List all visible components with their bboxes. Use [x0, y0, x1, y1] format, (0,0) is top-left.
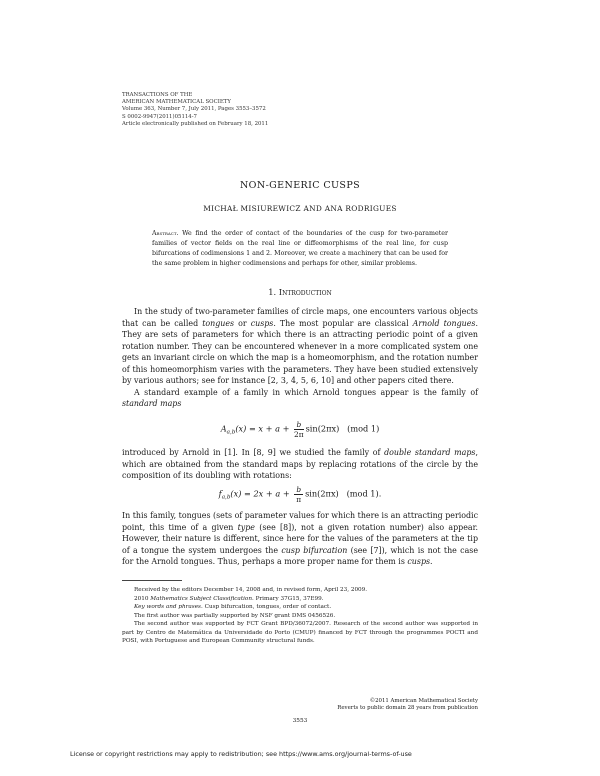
copyright-line2: Reverts to public domain 28 years from publication [337, 705, 478, 712]
footnote-second-author: The second author was supported by FCT Grant BPD/36072/2007. Research of the second author was supported in part by Centro de Matemática da Universidade do Porto (CMUP) financed by FCT through the programmes POCTI and POSI, with Portuguese and European Community structural funds. [122, 621, 478, 644]
journal-name-line1: TRANSACTIONS OF THE [122, 92, 193, 98]
abstract [152, 229, 448, 269]
para3-text-2: , which are obtained from the standard maps by replacing rotations of the circle by the composition of its doubling with rotations: [122, 448, 478, 480]
equation-1 [0, 420, 600, 439]
eq1-den: 2π [294, 430, 304, 439]
journal-name-line2: AMERICAN MATHEMATICAL SOCIETY [122, 99, 231, 106]
para1-text-4: . They are sets of parameters for which there is an attracting periodic point of a given rotation number. They can be encountered whenever in a more complicated system one gets an invariant circle on which the map is a homeomorphism, and the rotation number of this homeomorphism varies with the parameters. They have been studied extensively by various authors; see for instance [2, 3, 4, 5, 6, 10] and other papers cited there. [122, 318, 478, 385]
eq1-rhs: sin(2πx) [305, 423, 340, 434]
para1-text-2: or [234, 318, 251, 328]
eq2-fraction [294, 485, 303, 504]
section-number: 1. [268, 287, 279, 297]
body-text-mid [122, 447, 478, 482]
paragraph-2 [122, 387, 478, 410]
paragraph-3 [122, 447, 478, 482]
copyright-line1: ©2011 American Mathematical Society [369, 698, 478, 704]
footnotes [122, 586, 478, 646]
para1-tongues: tongues [202, 318, 235, 328]
section-title: Introduction [278, 287, 332, 297]
para4-cusps: cusps [407, 557, 431, 566]
footnote-msc [122, 595, 478, 604]
para4-text-2: (see [8]), not a given rotation number) also appear. However, their nature is different, since here for the values of the parameters at the tip of a tongue the system undergoes the [122, 522, 479, 555]
abstract-label: Abstract. [152, 230, 179, 237]
msc-label: Mathematics Subject Classification. [150, 595, 254, 602]
footnote-keywords [122, 603, 478, 612]
eq2-rhs: sin(2πx) [305, 488, 339, 499]
footnote-first-author: The first author was partially supported by NSF grant DMS 0456526. [134, 612, 336, 619]
journal-header [122, 92, 422, 128]
copyright-notice [337, 698, 478, 713]
msc-codes: Primary 37G15, 37E99. [253, 595, 324, 602]
para1-text-3: . The most popular are classical [273, 318, 413, 328]
eq2-den: π [296, 495, 302, 504]
eq1-num: b [294, 420, 304, 430]
eq1-mod: (mod 1) [347, 423, 380, 434]
eq1-fraction [294, 420, 304, 439]
paragraph-1 [122, 306, 478, 387]
paper-authors: MICHAŁ MISIUREWICZ AND ANA RODRIGUES [203, 204, 397, 213]
para1-cusps: cusps [250, 318, 274, 328]
eq2-num: b [296, 485, 302, 494]
eq1-sub: a,b [226, 429, 236, 436]
eq2-lhs: f [218, 488, 222, 499]
eq2-mod: (mod 1). [346, 488, 382, 499]
paper-title: NON-GENERIC CUSPS [239, 180, 361, 191]
abstract-text: We find the order of contact of the boundaries of the cusp for two-parameter families of vector fields on the real line or diffeomorphisms of the real line, for cusp bifurcations of codimensions 1 and 2. Moreover, we create a machinery that can be used for the same problem in higher codimensions and perhaps for other, similar problems. [152, 230, 448, 267]
para4-text-3: (see [7]), which is not the case for the Arnold tongues. Thus, perhaps a more proper name for them is [122, 545, 479, 566]
para3-double-standard-maps: double standard maps [384, 448, 476, 457]
body-text-bottom [122, 510, 478, 568]
body-text-top [122, 306, 478, 410]
para4-text-4: . [430, 557, 433, 566]
equation-2 [0, 485, 600, 504]
keywords-label: Key words and phrases. [134, 604, 203, 610]
page-number: 3553 [292, 718, 308, 724]
para3-text-1: introduced by Arnold in [1]. In [8, 9] we studied the family of [122, 448, 385, 457]
para2-text: A standard example of a family in which Arnold tongues appear is the family of [134, 387, 478, 397]
license-notice: License or copyright restrictions may apply to redistribution; see https://www.ams.org/journal-terms-of-use [70, 750, 412, 758]
eq2-sub: a,b [221, 494, 231, 501]
keywords: Cusp bifurcation, tongues, order of contact. [202, 604, 332, 610]
para1-text-1: In the study of two-parameter families of circle maps, one encounters various objects that can be called [122, 307, 478, 328]
issn: S 0002-9947(2011)05114-7 [122, 113, 197, 120]
para4-cusp-bifurcation: cusp bifurcation [281, 545, 348, 555]
para2-standard-maps: standard maps [122, 399, 182, 408]
paragraph-4 [122, 510, 478, 568]
msc-year: 2010 [134, 595, 151, 602]
eq2-mid: (x) = 2x + a + [230, 488, 293, 499]
para4-type: type [237, 522, 255, 532]
para4-text-1: In this family, tongues (sets of parameter values for which there is an attracting periodic point, this time of a given [122, 511, 478, 532]
publication-date: Article electronically published on February 18, 2011 [122, 120, 269, 127]
section-heading [0, 287, 600, 297]
footnote-rule [122, 580, 182, 581]
footnote-received: Received by the editors December 14, 2008 and, in revised form, April 23, 2009. [134, 587, 368, 593]
eq1-lhs: A [220, 423, 227, 434]
eq1-mid: (x) = x + a + [235, 423, 293, 434]
para1-arnold: Arnold tongues [412, 318, 476, 328]
volume-info: Volume 363, Number 7, July 2011, Pages 3553–3572 [122, 106, 266, 113]
